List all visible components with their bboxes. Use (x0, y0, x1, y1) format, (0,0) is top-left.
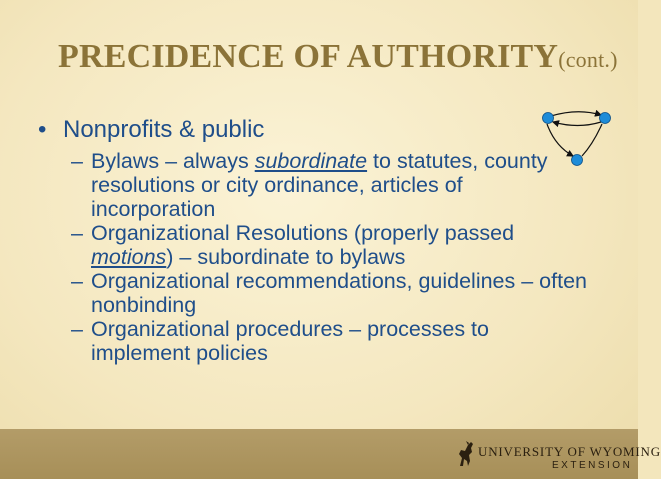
slide-title (58, 38, 618, 76)
bullet-marker: • (38, 116, 47, 143)
emphasis-text: subordinate (254, 149, 368, 173)
bullet-label: Nonprofits & public (63, 116, 265, 143)
text-run: Organizational Resolutions (properly passed (91, 221, 515, 245)
university-name: UNIVERSITY OF WYOMING (478, 444, 661, 459)
sub-item (71, 149, 591, 221)
sub-item (71, 221, 591, 269)
sub-item-text (91, 221, 591, 269)
sub-item-text: Organizational recommendations, guidelines – often nonbinding (91, 269, 587, 317)
text-run: to statutes, county resolutions or city ordinance, articles of incorporation (91, 149, 548, 221)
sub-item-list (71, 149, 591, 365)
sub-item-text: Organizational procedures – processes to implement policies (91, 317, 489, 365)
text-run: Bylaws – always (91, 149, 255, 173)
sub-item-dash: – (71, 149, 83, 173)
sub-item (71, 269, 591, 317)
sub-item-dash: – (71, 221, 83, 245)
sub-item-dash: – (71, 317, 83, 341)
university-logo (456, 438, 661, 476)
title-suffix: (cont.) (558, 47, 618, 72)
node-left (543, 113, 554, 124)
bullet-item (38, 116, 264, 144)
text-run: ) – subordinate to bylaws (166, 245, 406, 269)
arrow-top (551, 112, 601, 116)
node-right (600, 113, 611, 124)
arrow-middle (553, 122, 601, 126)
extension-label: EXTENSION (552, 460, 633, 471)
sub-item-text (91, 149, 591, 221)
emphasis-text: motions (91, 245, 167, 269)
title-main: PRECIDENCE OF AUTHORITY (58, 38, 559, 75)
bucking-horse-icon (456, 440, 476, 468)
sub-item (71, 317, 591, 365)
sub-item-dash: – (71, 269, 83, 293)
